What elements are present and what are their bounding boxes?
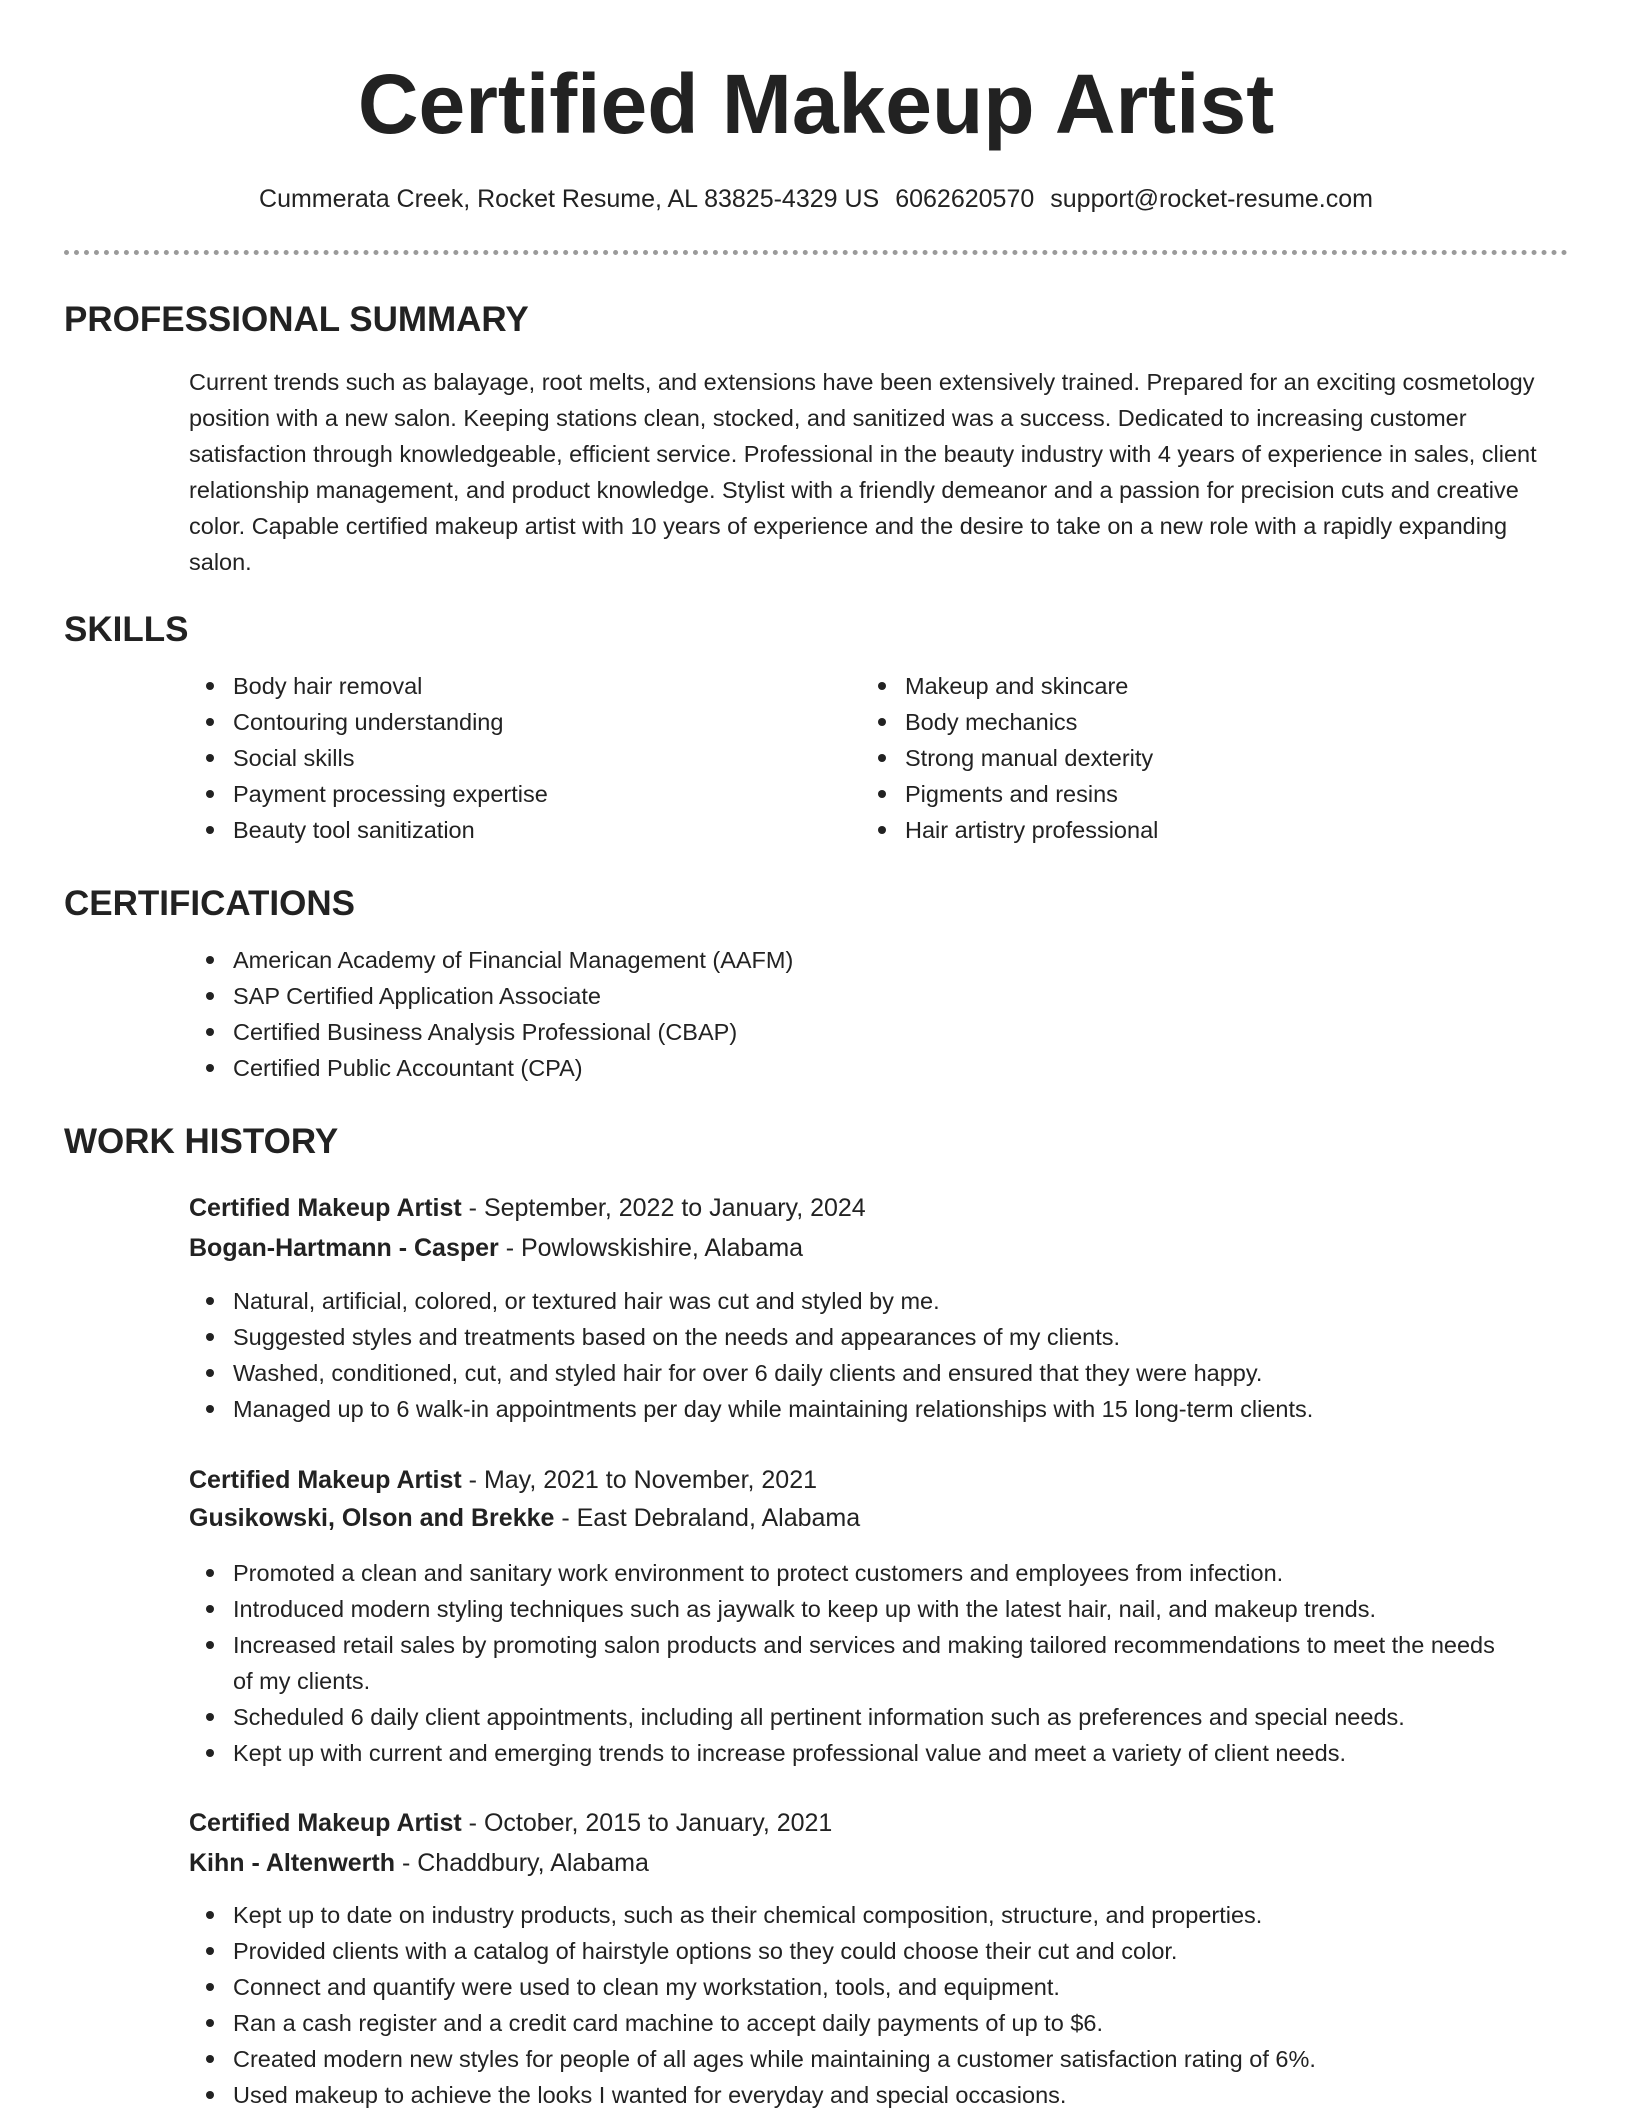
contact-phone: 6062620570	[895, 185, 1035, 213]
job-bullet: Created modern new styles for people of all ages while maintaining a customer satisfaction rating of 6%.	[189, 2041, 1579, 2077]
job-company-line	[189, 1229, 803, 1267]
job-bullet: Natural, artificial, colored, or textured hair was cut and styled by me.	[189, 1283, 1579, 1319]
job-company: Kihn - Altenwerth	[189, 1849, 396, 1877]
skill-item: Pigments and resins	[861, 776, 1561, 812]
job-location: - Powlowskishire, Alabama	[498, 1234, 804, 1262]
skill-item: Contouring understanding	[189, 704, 829, 740]
job-bullet: Managed up to 6 walk-in appointments per day while maintaining relationships with 15 long-term clients.	[189, 1391, 1579, 1427]
job-bullet: Kept up with current and emerging trends to increase professional value and meet a variety of client needs.	[189, 1735, 1519, 1771]
job-bullets	[189, 1283, 1579, 1427]
job-bullet: Scheduled 6 daily client appointments, including all pertinent information such as preferences and special needs.	[189, 1699, 1519, 1735]
job-bullet: Used makeup to achieve the looks I wanted for everyday and special occasions.	[189, 2077, 1579, 2113]
job-role: Certified Makeup Artist	[189, 1194, 462, 1222]
job-bullet: Kept up to date on industry products, such as their chemical composition, structure, and properties.	[189, 1897, 1579, 1933]
skill-item: Body hair removal	[189, 668, 829, 704]
skill-item: Social skills	[189, 740, 829, 776]
job-title-line	[189, 1461, 817, 1499]
job-bullets	[189, 1897, 1579, 2113]
skill-item: Makeup and skincare	[861, 668, 1561, 704]
skill-item: Body mechanics	[861, 704, 1561, 740]
certification-item: Certified Public Accountant (CPA)	[189, 1050, 1569, 1086]
job-role: Certified Makeup Artist	[189, 1466, 462, 1494]
skills-list-right	[861, 668, 1561, 848]
job-dates: - May, 2021 to November, 2021	[461, 1466, 818, 1494]
job-location: - Chaddbury, Alabama	[395, 1849, 649, 1877]
job-bullets	[189, 1555, 1519, 1771]
certification-item: SAP Certified Application Associate	[189, 978, 1569, 1014]
work-section-title: WORK HISTORY	[64, 1122, 339, 1161]
summary-text: Current trends such as balayage, root melts, and extensions have been extensively trained. Prepared for an exciting cosmetology position with a new salon. Keeping stations clean, stocked, and sanitized was a success. Dedicated to increasing customer satisfaction through knowledgeable, efficient service. Professional in the beauty industry with 4 years of experience in sales, client relationship management, and product knowledge. Stylist with a friendly demeanor and a passion for precision cuts and creative color. Capable certified makeup artist with 10 years of experience and the desire to take on a new role with a rapidly expanding salon.	[189, 369, 1537, 575]
job-bullet: Provided clients with a catalog of hairstyle options so they could choose their cut and color.	[189, 1933, 1579, 1969]
skill-item: Beauty tool sanitization	[189, 812, 829, 848]
skill-item: Strong manual dexterity	[861, 740, 1561, 776]
job-role: Certified Makeup Artist	[189, 1809, 462, 1837]
certification-item: Certified Business Analysis Professional (CBAP)	[189, 1014, 1569, 1050]
job-title-line	[189, 1804, 832, 1842]
job-location: - East Debraland, Alabama	[554, 1504, 861, 1532]
job-company-line	[189, 1499, 860, 1537]
job-company: Bogan-Hartmann - Casper	[189, 1234, 499, 1262]
job-bullet: Promoted a clean and sanitary work environment to protect customers and employees from infection.	[189, 1555, 1519, 1591]
job-dates: - September, 2022 to January, 2024	[461, 1194, 866, 1222]
job-dates: - October, 2015 to January, 2021	[461, 1809, 833, 1837]
resume-name-heading: Certified Makeup Artist	[357, 57, 1275, 151]
job-bullet: Increased retail sales by promoting salon products and services and making tailored recommendations to meet the needs of my clients.	[189, 1627, 1519, 1699]
skill-item: Payment processing expertise	[189, 776, 829, 812]
skills-section-title: SKILLS	[64, 610, 189, 649]
header-divider	[64, 250, 1568, 255]
contact-email[interactable]: support@rocket-resume.com	[1050, 185, 1373, 213]
summary-section-title: PROFESSIONAL SUMMARY	[64, 300, 529, 339]
skill-item: Hair artistry professional	[861, 812, 1561, 848]
certification-item: American Academy of Financial Management (AAFM)	[189, 942, 1569, 978]
job-title-line	[189, 1189, 866, 1227]
job-company: Gusikowski, Olson and Brekke	[189, 1504, 555, 1532]
job-company-line	[189, 1844, 649, 1882]
skills-list-left	[189, 668, 829, 848]
job-bullet: Washed, conditioned, cut, and styled hair for over 6 daily clients and ensured that they were happy.	[189, 1355, 1579, 1391]
certifications-section-title: CERTIFICATIONS	[64, 884, 356, 923]
certifications-list	[189, 942, 1569, 1086]
job-bullet: Suggested styles and treatments based on the needs and appearances of my clients.	[189, 1319, 1579, 1355]
job-bullet: Connect and quantify were used to clean my workstation, tools, and equipment.	[189, 1969, 1579, 2005]
contact-line	[0, 180, 1632, 218]
job-bullet: Ran a cash register and a credit card machine to accept daily payments of up to $6.	[189, 2005, 1579, 2041]
contact-address: Cummerata Creek, Rocket Resume, AL 83825-4329 US	[259, 185, 880, 213]
job-bullet: Introduced modern styling techniques such as jaywalk to keep up with the latest hair, nail, and makeup trends.	[189, 1591, 1519, 1627]
